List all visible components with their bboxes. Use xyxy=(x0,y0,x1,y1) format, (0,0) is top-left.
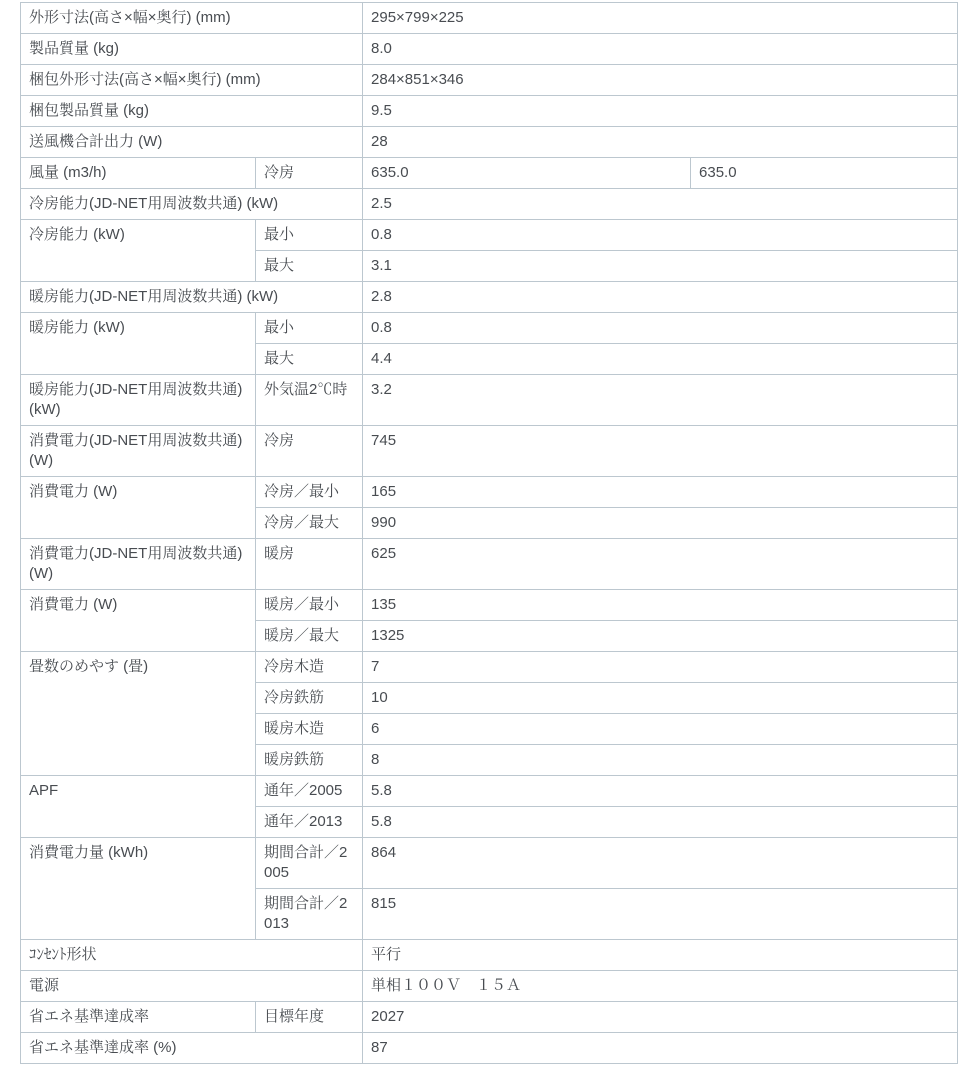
spec-label-cell: 電源 xyxy=(21,971,363,1002)
spec-sublabel-cell: 最小 xyxy=(256,313,363,344)
spec-value-cell: 2.5 xyxy=(363,189,958,220)
spec-label-cell: 暖房能力 (kW) xyxy=(21,313,256,375)
spec-value-cell: 1325 xyxy=(363,621,958,652)
spec-sublabel-cell: 冷房鉄筋 xyxy=(256,683,363,714)
spec-sublabel-cell: 外気温2℃時 xyxy=(256,375,363,426)
spec-label-cell: 畳数のめやす (畳) xyxy=(21,652,256,776)
spec-sublabel-cell: 暖房 xyxy=(256,539,363,590)
spec-sublabel-cell: 期間合計／2013 xyxy=(256,889,363,940)
spec-value-cell: 745 xyxy=(363,426,958,477)
spec-value-cell: 28 xyxy=(363,127,958,158)
spec-label-cell: 送風機合計出力 (W) xyxy=(21,127,363,158)
spec-row xyxy=(21,34,958,65)
spec-table xyxy=(20,2,958,1064)
spec-value-cell: 815 xyxy=(363,889,958,940)
spec-row xyxy=(21,477,958,508)
spec-value-cell: 864 xyxy=(363,838,958,889)
spec-value-cell: 135 xyxy=(363,590,958,621)
spec-value-cell: 9.5 xyxy=(363,96,958,127)
spec-value-cell: 284×851×346 xyxy=(363,65,958,96)
spec-row xyxy=(21,426,958,477)
spec-sublabel-cell: 暖房／最小 xyxy=(256,590,363,621)
spec-value-cell: 990 xyxy=(363,508,958,539)
spec-sublabel-cell: 冷房木造 xyxy=(256,652,363,683)
spec-row xyxy=(21,65,958,96)
spec-row xyxy=(21,590,958,621)
spec-label-cell: 暖房能力(JD-NET用周波数共通) (kW) xyxy=(21,282,363,313)
spec-sublabel-cell: 最大 xyxy=(256,251,363,282)
spec-sublabel-cell: 冷房／最小 xyxy=(256,477,363,508)
spec-value-cell: 5.8 xyxy=(363,776,958,807)
spec-value-cell: 625 xyxy=(363,539,958,590)
spec-row xyxy=(21,652,958,683)
spec-value-cell: 4.4 xyxy=(363,344,958,375)
spec-value-cell: 7 xyxy=(363,652,958,683)
spec-row xyxy=(21,539,958,590)
spec-row xyxy=(21,1033,958,1064)
spec-label-cell: 消費電力 (W) xyxy=(21,477,256,539)
spec-value-cell: 635.0 xyxy=(363,158,691,189)
spec-label-cell: 冷房能力 (kW) xyxy=(21,220,256,282)
spec-label-cell: 冷房能力(JD-NET用周波数共通) (kW) xyxy=(21,189,363,220)
page xyxy=(0,2,962,1080)
spec-row xyxy=(21,1002,958,1033)
spec-value-cell: 2027 xyxy=(363,1002,958,1033)
spec-value-cell: 平行 xyxy=(363,940,958,971)
spec-label-cell: 消費電力量 (kWh) xyxy=(21,838,256,940)
spec-row xyxy=(21,158,958,189)
spec-value-cell: 3.1 xyxy=(363,251,958,282)
spec-value-cell: 8.0 xyxy=(363,34,958,65)
spec-label-cell: 消費電力(JD-NET用周波数共通) (W) xyxy=(21,426,256,477)
spec-row xyxy=(21,971,958,1002)
spec-row xyxy=(21,282,958,313)
spec-label-cell: 省エネ基準達成率 xyxy=(21,1002,256,1033)
spec-sublabel-cell: 目標年度 xyxy=(256,1002,363,1033)
spec-row xyxy=(21,220,958,251)
spec-value-cell: 87 xyxy=(363,1033,958,1064)
spec-sublabel-cell: 冷房／最大 xyxy=(256,508,363,539)
spec-label-cell: 梱包外形寸法(高さ×幅×奥行) (mm) xyxy=(21,65,363,96)
spec-value-cell: 8 xyxy=(363,745,958,776)
spec-row xyxy=(21,189,958,220)
spec-row xyxy=(21,3,958,34)
spec-row xyxy=(21,940,958,971)
spec-value-cell: 165 xyxy=(363,477,958,508)
spec-label-cell: 梱包製品質量 (kg) xyxy=(21,96,363,127)
spec-label-cell: ｺﾝｾﾝﾄ形状 xyxy=(21,940,363,971)
spec-value-cell: 635.0 xyxy=(691,158,958,189)
spec-label-cell: 暖房能力(JD-NET用周波数共通) (kW) xyxy=(21,375,256,426)
spec-value-cell: 単相１００Ｖ １５Ａ xyxy=(363,971,958,1002)
spec-sublabel-cell: 通年／2005 xyxy=(256,776,363,807)
spec-sublabel-cell: 最小 xyxy=(256,220,363,251)
spec-label-cell: 風量 (m3/h) xyxy=(21,158,256,189)
spec-value-cell: 0.8 xyxy=(363,220,958,251)
spec-sublabel-cell: 期間合計／2005 xyxy=(256,838,363,889)
spec-row xyxy=(21,776,958,807)
spec-row xyxy=(21,838,958,889)
spec-sublabel-cell: 暖房鉄筋 xyxy=(256,745,363,776)
spec-row xyxy=(21,375,958,426)
spec-label-cell: 外形寸法(高さ×幅×奥行) (mm) xyxy=(21,3,363,34)
spec-sublabel-cell: 冷房 xyxy=(256,426,363,477)
spec-sublabel-cell: 最大 xyxy=(256,344,363,375)
spec-row xyxy=(21,313,958,344)
spec-sublabel-cell: 暖房／最大 xyxy=(256,621,363,652)
spec-value-cell: 6 xyxy=(363,714,958,745)
spec-value-cell: 5.8 xyxy=(363,807,958,838)
spec-sublabel-cell: 通年／2013 xyxy=(256,807,363,838)
spec-label-cell: 省エネ基準達成率 (%) xyxy=(21,1033,363,1064)
spec-row xyxy=(21,96,958,127)
spec-label-cell: 消費電力 (W) xyxy=(21,590,256,652)
spec-row xyxy=(21,127,958,158)
spec-value-cell: 3.2 xyxy=(363,375,958,426)
spec-sublabel-cell: 冷房 xyxy=(256,158,363,189)
spec-table-body xyxy=(21,3,958,1064)
spec-label-cell: 製品質量 (kg) xyxy=(21,34,363,65)
spec-value-cell: 0.8 xyxy=(363,313,958,344)
spec-section xyxy=(20,2,962,1064)
spec-label-cell: 消費電力(JD-NET用周波数共通) (W) xyxy=(21,539,256,590)
spec-label-cell: APF xyxy=(21,776,256,838)
spec-value-cell: 10 xyxy=(363,683,958,714)
spec-value-cell: 2.8 xyxy=(363,282,958,313)
spec-sublabel-cell: 暖房木造 xyxy=(256,714,363,745)
spec-value-cell: 295×799×225 xyxy=(363,3,958,34)
